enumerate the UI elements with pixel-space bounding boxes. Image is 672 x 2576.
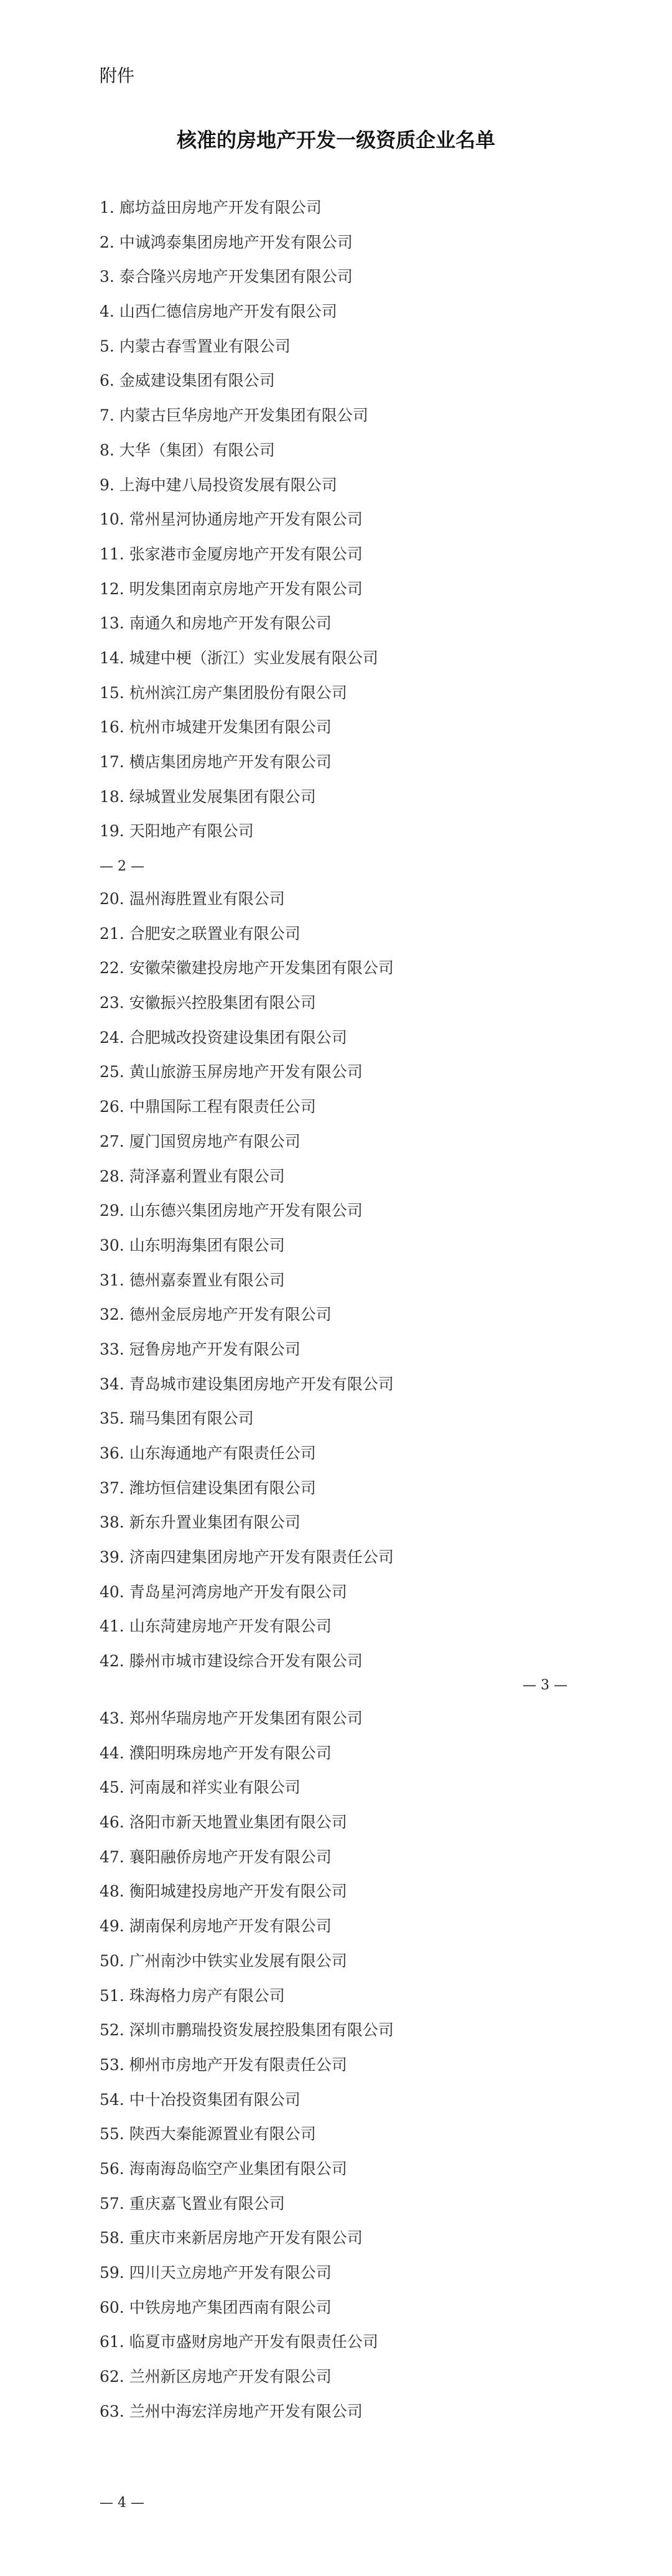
- list-item: 17. 横店集团房地产开发有限公司: [100, 753, 332, 771]
- list-item: 59. 四川天立房地产开发有限公司: [100, 2264, 332, 2282]
- list-item: 15. 杭州滨江房产集团股份有限公司: [100, 683, 347, 702]
- list-item: 2. 中诚鸿泰集团房地产开发有限公司: [100, 233, 353, 251]
- list-item: 8. 大华（集团）有限公司: [100, 441, 275, 459]
- page-title: 核准的房地产开发一级资质企业名单: [176, 128, 495, 152]
- list-item: 41. 山东菏建房地产开发有限公司: [100, 1617, 332, 1636]
- list-item: 45. 河南晟和祥实业有限公司: [100, 1778, 301, 1797]
- list-item: 49. 湖南保利房地产开发有限公司: [100, 1917, 332, 1936]
- list-item: 51. 珠海格力房产有限公司: [100, 1986, 285, 2005]
- list-item: 30. 山东明海集团有限公司: [100, 1236, 285, 1254]
- list-item: 32. 德州金辰房地产开发有限公司: [100, 1305, 332, 1324]
- list-item: 3. 泰合隆兴房地产开发集团有限公司: [100, 268, 353, 286]
- company-list-section-2: [100, 882, 394, 1679]
- list-item: 14. 城建中梗（浙江）实业发展有限公司: [100, 648, 378, 667]
- list-item: 23. 安徽振兴控股集团有限公司: [100, 994, 316, 1012]
- list-item: 27. 厦门国贸房地产有限公司: [100, 1132, 301, 1150]
- list-item: 56. 海南海岛临空产业集团有限公司: [100, 2159, 347, 2178]
- list-item: 36. 山东海通地产有限责任公司: [100, 1444, 316, 1462]
- list-item: 46. 洛阳市新天地置业集团有限公司: [100, 1813, 347, 1832]
- list-item: 60. 中铁房地产集团西南有限公司: [100, 2298, 332, 2317]
- list-item: 19. 天阳地产有限公司: [100, 822, 254, 841]
- list-item: 53. 柳州市房地产开发有限责任公司: [100, 2055, 347, 2074]
- list-item: 50. 广州南沙中铁实业发展有限公司: [100, 1951, 347, 1970]
- list-item: 33. 冠鲁房地产开发有限公司: [100, 1340, 301, 1358]
- list-item: 26. 中鼎国际工程有限责任公司: [100, 1098, 316, 1116]
- company-list-section-3: [100, 1701, 394, 2429]
- list-item: 10. 常州星河协通房地产开发有限公司: [100, 510, 363, 529]
- list-item: 57. 重庆嘉飞置业有限公司: [100, 2194, 285, 2213]
- list-item: 37. 潍坊恒信建设集团有限公司: [100, 1478, 316, 1497]
- list-item: 20. 温州海胜置业有限公司: [100, 890, 285, 908]
- list-item: 42. 滕州市城市建设综合开发有限公司: [100, 1652, 363, 1671]
- list-item: 18. 绿城置业发展集团有限公司: [100, 787, 316, 806]
- list-item: 24. 合肥城改投资建设集团有限公司: [100, 1028, 347, 1047]
- attachment-label: 附件: [100, 65, 135, 86]
- list-item: 34. 青岛城市建设集团房地产开发有限公司: [100, 1374, 394, 1393]
- list-item: 54. 中十冶投资集团有限公司: [100, 2090, 301, 2109]
- list-item: 25. 黄山旅游玉屏房地产开发有限公司: [100, 1063, 363, 1081]
- list-item: 44. 濮阳明珠房地产开发有限公司: [100, 1743, 332, 1762]
- list-item: 40. 青岛星河湾房地产开发有限公司: [100, 1582, 347, 1601]
- list-item: 22. 安徽荣徽建投房地产开发集团有限公司: [100, 959, 394, 978]
- list-item: 16. 杭州市城建开发集团有限公司: [100, 718, 332, 737]
- list-item: 38. 新东升置业集团有限公司: [100, 1513, 301, 1532]
- list-item: 11. 张家港市金厦房地产开发有限公司: [100, 544, 363, 563]
- list-item: 58. 重庆市来新居房地产开发有限公司: [100, 2229, 363, 2247]
- list-item: 21. 合肥安之联置业有限公司: [100, 924, 301, 943]
- list-item: 4. 山西仁德信房地产开发有限公司: [100, 302, 337, 321]
- list-item: 12. 明发集团南京房地产开发有限公司: [100, 579, 363, 598]
- list-item: 5. 内蒙古春雪置业有限公司: [100, 337, 291, 355]
- list-item: 39. 济南四建集团房地产开发有限责任公司: [100, 1548, 394, 1567]
- list-item: 52. 深圳市鹏瑞投资发展控股集团有限公司: [100, 2021, 394, 2040]
- list-item: 35. 瑞马集团有限公司: [100, 1409, 254, 1428]
- page-number-3: — 3 —: [523, 1678, 567, 1693]
- list-item: 63. 兰州中海宏洋房地产开发有限公司: [100, 2402, 363, 2420]
- page-number-2: — 2 —: [100, 859, 144, 874]
- list-item: 55. 陕西大秦能源置业有限公司: [100, 2125, 316, 2144]
- list-item: 13. 南通久和房地产开发有限公司: [100, 614, 332, 633]
- list-item: 7. 内蒙古巨华房地产开发集团有限公司: [100, 406, 368, 425]
- list-item: 47. 襄阳融侨房地产开发有限公司: [100, 1847, 332, 1866]
- list-item: 1. 廊坊益田房地产开发有限公司: [100, 198, 322, 217]
- list-item: 62. 兰州新区房地产开发有限公司: [100, 2368, 332, 2386]
- list-item: 48. 衡阳城建投房地产开发有限公司: [100, 1882, 347, 1901]
- list-item: 61. 临夏市盛财房地产开发有限责任公司: [100, 2333, 378, 2351]
- list-item: 28. 菏泽嘉利置业有限公司: [100, 1167, 285, 1185]
- list-item: 43. 郑州华瑞房地产开发集团有限公司: [100, 1709, 363, 1727]
- list-item: 6. 金威建设集团有限公司: [100, 371, 275, 390]
- list-item: 31. 德州嘉泰置业有限公司: [100, 1271, 285, 1289]
- company-list-section-1: [100, 190, 378, 849]
- list-item: 29. 山东德兴集团房地产开发有限公司: [100, 1202, 363, 1220]
- page-number-4: — 4 —: [100, 2495, 144, 2511]
- list-item: 9. 上海中建八局投资发展有限公司: [100, 475, 337, 494]
